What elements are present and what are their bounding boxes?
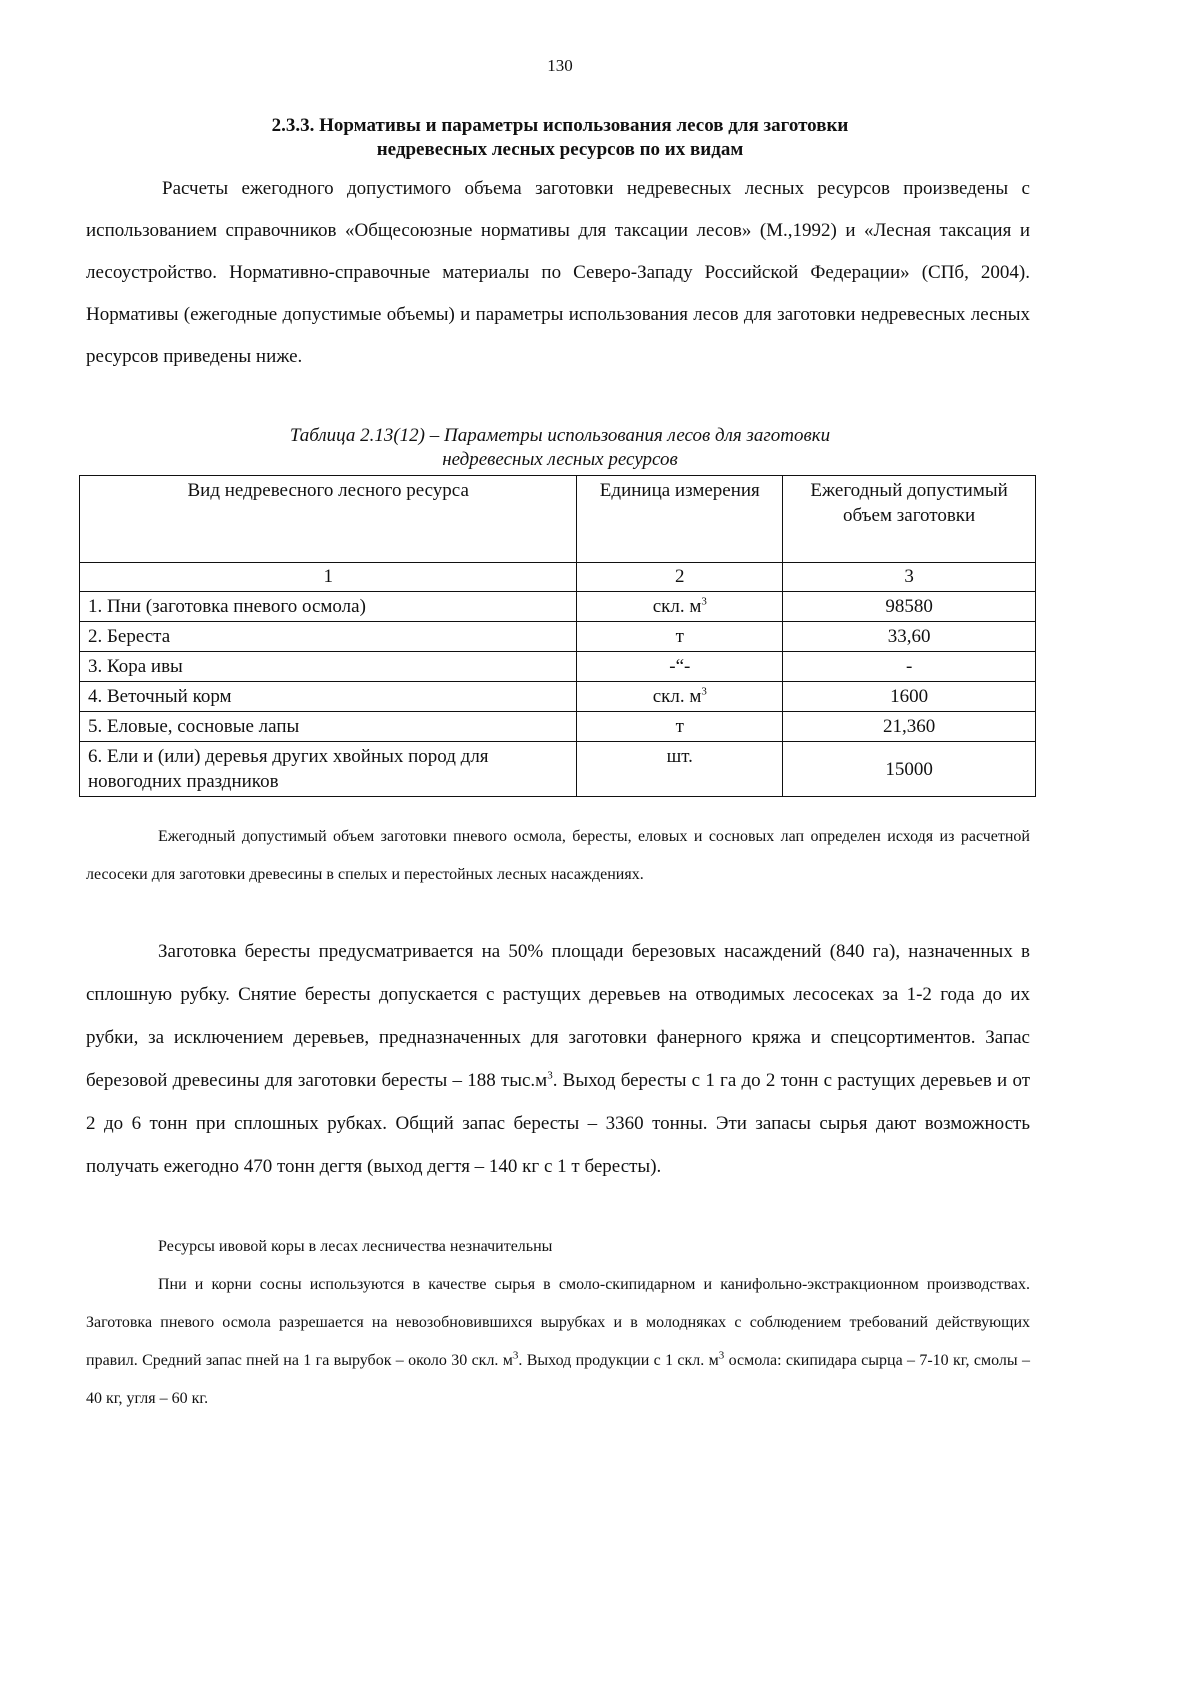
paragraph-stumps: Пни и корни сосны используются в качестве сырья в смоло-скипидарном и канифольно-экстракционном производствах. Заготовка пневого осмола разрешается на невозобновившихся вырубках и в молодняках с соблюдением требований действующих правил. Средний запас пней на 1 га вырубок – около 30 скл. $м^3$. Выход продукции с 1 скл. $м^3$ осмола: скипидара сырца – 7-10 кг, смолы – 40 кг, угля – 60 кг. — [86, 1276, 1031, 1407]
paragraph-birch-bark: Заготовка бересты предусматривается на 50% площади березовых насаждений (840 га), назначенных в сплошную рубку. Снятие бересты допускается с растущих деревьев на отводимых лесосеках за 1-2 года до их рубки, за исключением деревьев, предназначенных для заготовки фанерного кряжа и спецсортиментов. Запас березовой древесины для заготовки бересты – 188 $тыс.м^3$. Выход бересты с 1 га до 2 тонн с растущих деревьев и от 2 до 6 тонн при сплошных рубках. Общий запас бересты – 3360 тонны. Эти запасы сырья дают возможность получать ежегодно 470 тонн дегтя (выход дегтя – 140 кг с 1 т бересты). — [86, 941, 1030, 1177]
resource-cell: 6. Ели и (или) деревья других хвойных пород для новогодних праздников — [80, 742, 577, 797]
table-row — [80, 652, 1036, 682]
parameters-table — [79, 475, 1036, 797]
table-row — [80, 712, 1036, 742]
unit-cell: т — [577, 622, 783, 652]
volume-cell: 1600 — [783, 682, 1036, 712]
intro-text: Расчеты ежегодного допустимого объема заготовки недревесных лесных ресурсов произведены с использованием справочников «Общесоюзные нормативы для таксации лесов» (М.,1992) и «Лесная таксация и лесоустройство. Нормативно-справочные материалы по Северо-Западу Российской Федерации» (СПб, 2004). Нормативы (ежегодные допустимые объемы) и параметры использования лесов для заготовки недревесных лесных ресурсов приведены ниже. — [86, 178, 1030, 367]
header-resource: Вид недревесного лесного ресурса — [80, 476, 577, 563]
volume-cell: 21,360 — [783, 712, 1036, 742]
table-caption-line-1: Таблица 2.13(12) – Параметры использования лесов для заготовки — [289, 425, 831, 446]
header-volume: Ежегодный допустимый объем заготовки — [783, 476, 1036, 563]
volume-cell: 15000 — [783, 742, 1036, 797]
table-header-row — [80, 476, 1036, 563]
page-number: 130 — [547, 56, 573, 75]
resource-cell: 4. Веточный корм — [80, 682, 577, 712]
resource-cell: 2. Береста — [80, 622, 577, 652]
volume-cell: 98580 — [783, 592, 1036, 622]
heading-line-1: 2.3.3. Нормативы и параметры использования лесов для заготовки — [271, 115, 849, 136]
intro-paragraph — [86, 168, 1030, 378]
volume-cell: - — [783, 652, 1036, 682]
column-number: 3 — [783, 563, 1036, 592]
section-heading — [0, 114, 1120, 162]
header-unit: Единица измерения — [577, 476, 783, 563]
paragraph-resin-volume: Ежегодный допустимый объем заготовки пневого осмола, бересты, еловых и сосновых лап определен исходя из расчетной лесосеки для заготовки древесины в спелых и перестойных лесных насаждениях. — [86, 828, 1030, 883]
unit-cell: скл. $м^3$ — [577, 592, 783, 622]
unit-cell: -“- — [577, 652, 783, 682]
table-row — [80, 682, 1036, 712]
unit-cell: т — [577, 712, 783, 742]
resource-cell: 5. Еловые, сосновые лапы — [80, 712, 577, 742]
column-number: 1 — [80, 563, 577, 592]
table-row — [80, 592, 1036, 622]
unit-cell: скл. $м^3$ — [577, 682, 783, 712]
table-row — [80, 622, 1036, 652]
table-row — [80, 742, 1036, 797]
volume-cell: 33,60 — [783, 622, 1036, 652]
resource-cell: 3. Кора ивы — [80, 652, 577, 682]
table-caption-line-2: недревесных лесных ресурсов — [442, 449, 678, 470]
paragraph-willow-bark: Ресурсы ивовой коры в лесах лесничества незначительны — [158, 1238, 553, 1255]
heading-line-2: недревесных лесных ресурсов по их видам — [376, 139, 744, 160]
unit-cell: шт. — [577, 742, 783, 797]
column-number: 2 — [577, 563, 783, 592]
resource-cell: 1. Пни (заготовка пневого осмола) — [80, 592, 577, 622]
table-caption — [0, 424, 1120, 472]
table-column-numbers-row — [80, 563, 1036, 592]
